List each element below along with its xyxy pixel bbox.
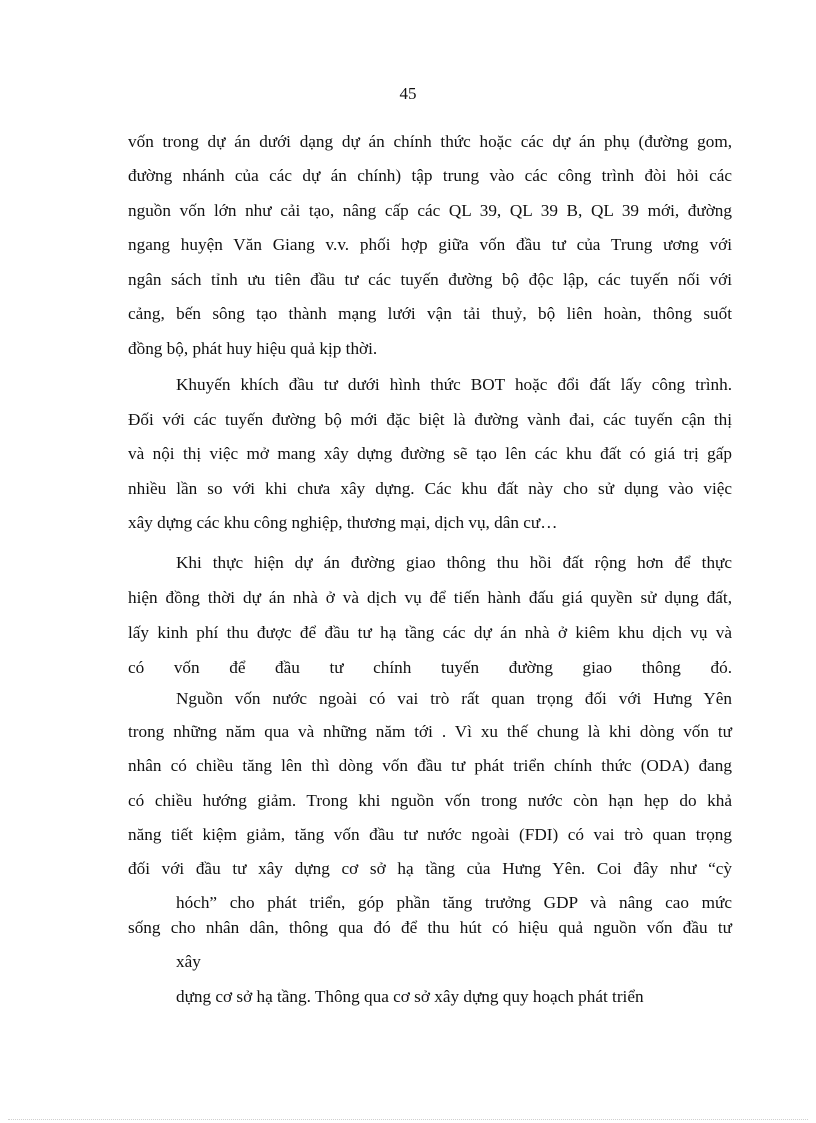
text-line: đồng bộ, phát huy hiệu quả kịp thời. [128,339,378,358]
text-line: ngân sách tỉnh ưu tiên đầu tư các tuyến đường bộ độc lập, các tuyến nối với [128,270,732,289]
text-line: hóch” cho phát triển, góp phần tăng trưởng GDP và nâng cao mức [176,893,732,912]
text-line: nhân có chiều tăng lên thì dòng vốn đầu tư phát triển chính thức (ODA) đang [128,756,732,775]
page-bottom-rule [8,1119,808,1120]
text-line: có vốn để đầu tư chính tuyến đường giao thông đó. [128,658,732,677]
text-line: nhiều lần so với khi chưa xây dựng. Các khu đất này cho sử dụng vào việc [128,479,732,498]
page-number: 45 [399,84,417,103]
text-line: Đối với các tuyến đường bộ mới đặc biệt là đường vành đai, các tuyến cận thị [128,410,732,429]
text-line: đối với đầu tư xây dựng cơ sở hạ tầng của Hưng Yên. Coi đây như “cỳ [128,859,732,878]
text-line: có chiều hướng giảm. Trong khi nguồn vốn trong nước còn hạn hẹp do khả [128,791,732,810]
text-line: nguồn vốn lớn như cải tạo, nâng cấp các QL 39, QL 39 B, QL 39 mới, đường [128,201,732,220]
text-line: và nội thị việc mở mang xây dựng đường sẽ tạo lên các khu đất có giá trị gấp [128,444,732,463]
text-line: lấy kinh phí thu được để đầu tư hạ tầng các dự án nhà ở kiêm khu dịch vụ và [128,623,732,642]
text-line: dựng cơ sở hạ tầng. Thông qua cơ sở xây dựng quy hoạch phát triển [176,987,644,1006]
text-line: Nguồn vốn nước ngoài có vai trò rất quan trọng đối với Hưng Yên [176,689,732,708]
text-line: đường nhánh của các dự án chính) tập trung vào các công trình đòi hỏi các [128,166,732,185]
text-line: vốn trong dự án dưới dạng dự án chính thức hoặc các dự án phụ (đường gom, [128,132,732,151]
text-line: hiện đồng thời dự án nhà ở và dịch vụ để tiến hành đấu giá quyền sử dụng đất, [128,588,732,607]
text-line: Khuyến khích đầu tư dưới hình thức BOT hoặc đổi đất lấy công trình. [176,375,732,394]
text-line: năng tiết kiệm giảm, tăng vốn đầu tư nước ngoài (FDI) có vai trò quan trọng [128,825,732,844]
text-line: ngang huyện Văn Giang v.v. phối hợp giữa vốn đầu tư của Trung ương với [128,235,732,254]
text-line: sống cho nhân dân, thông qua đó để thu hút có hiệu quả nguồn vốn đầu tư [128,918,732,937]
text-line: xây [176,952,201,971]
text-line: trong những năm qua và những năm tới . Vì xu thế chung là khi dòng vốn tư [128,722,732,741]
text-line: Khi thực hiện dự án đường giao thông thu hồi đất rộng hơn để thực [176,553,732,572]
text-line: xây dựng các khu công nghiệp, thương mại, dịch vụ, dân cư… [128,513,558,532]
text-line: cảng, bến sông tạo thành mạng lưới vận tải thuỷ, bộ liên hoàn, thông suốt [128,304,732,323]
